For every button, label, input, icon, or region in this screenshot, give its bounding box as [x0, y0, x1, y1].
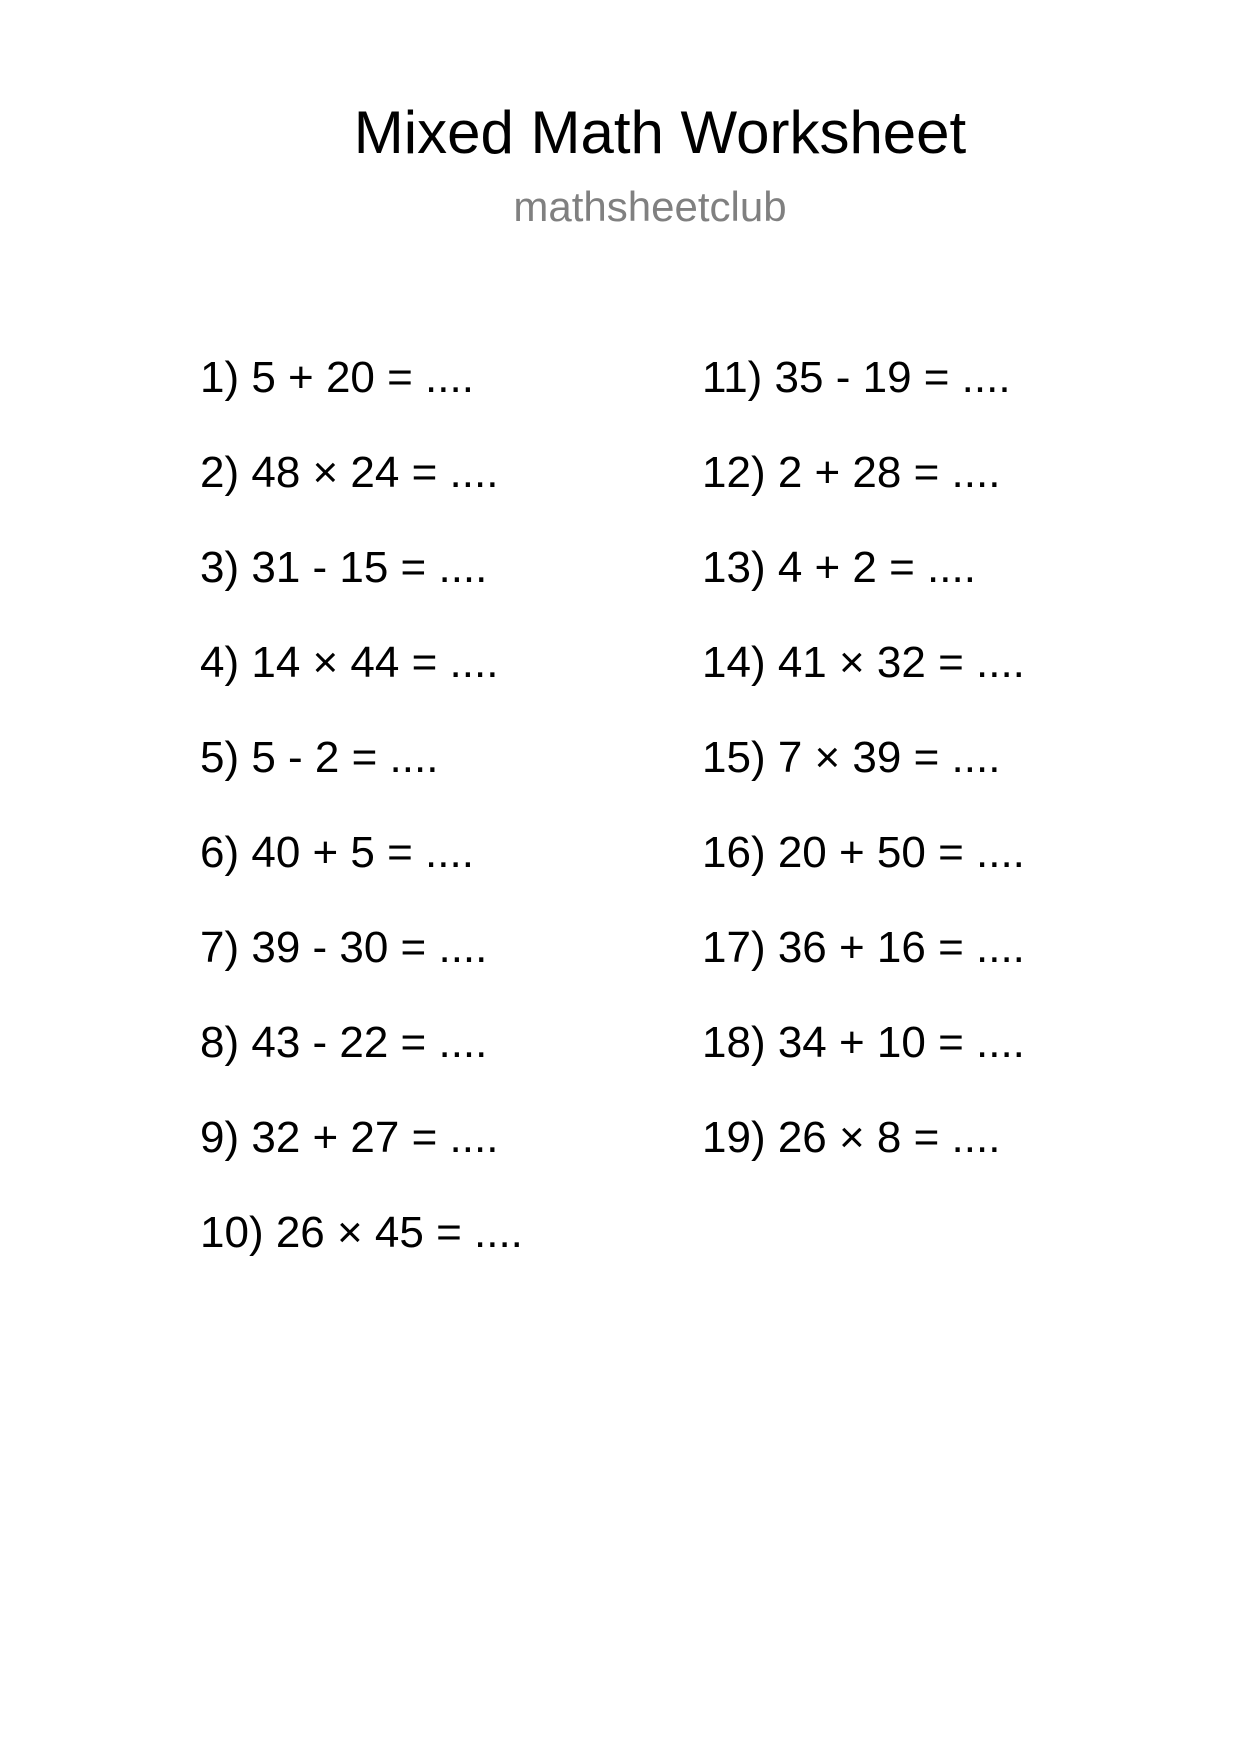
problem-item: 3) 31 - 15 = ....: [200, 543, 488, 592]
problem-item: 15) 7 × 39 = ....: [702, 733, 1001, 782]
problem-column-left: [200, 350, 523, 1300]
problem-item: 8) 43 - 22 = ....: [200, 1018, 488, 1067]
problem-item: 1) 5 + 20 = ....: [200, 353, 474, 402]
problem-item: 4) 14 × 44 = ....: [200, 638, 499, 687]
problem-item: 14) 41 × 32 = ....: [702, 638, 1025, 687]
problem-item: 10) 26 × 45 = ....: [200, 1208, 523, 1257]
problem-item: 7) 39 - 30 = ....: [200, 923, 488, 972]
problem-item: 5) 5 - 2 = ....: [200, 733, 439, 782]
worksheet-title: Mixed Math Worksheet: [353, 99, 967, 166]
problem-item: 11) 35 - 19 = ....: [702, 353, 1011, 402]
problem-item: 16) 20 + 50 = ....: [702, 828, 1025, 877]
problem-item: 17) 36 + 16 = ....: [702, 923, 1025, 972]
problem-item: 2) 48 × 24 = ....: [200, 448, 499, 497]
worksheet-subtitle: mathsheetclub: [513, 183, 787, 230]
problem-item: 12) 2 + 28 = ....: [702, 448, 1001, 497]
problem-item: 9) 32 + 27 = ....: [200, 1113, 499, 1162]
problem-item: 19) 26 × 8 = ....: [702, 1113, 1001, 1162]
problem-column-right: [702, 350, 1025, 1205]
problem-item: 13) 4 + 2 = ....: [702, 543, 976, 592]
problem-item: 18) 34 + 10 = ....: [702, 1018, 1025, 1067]
problem-item: 6) 40 + 5 = ....: [200, 828, 474, 877]
